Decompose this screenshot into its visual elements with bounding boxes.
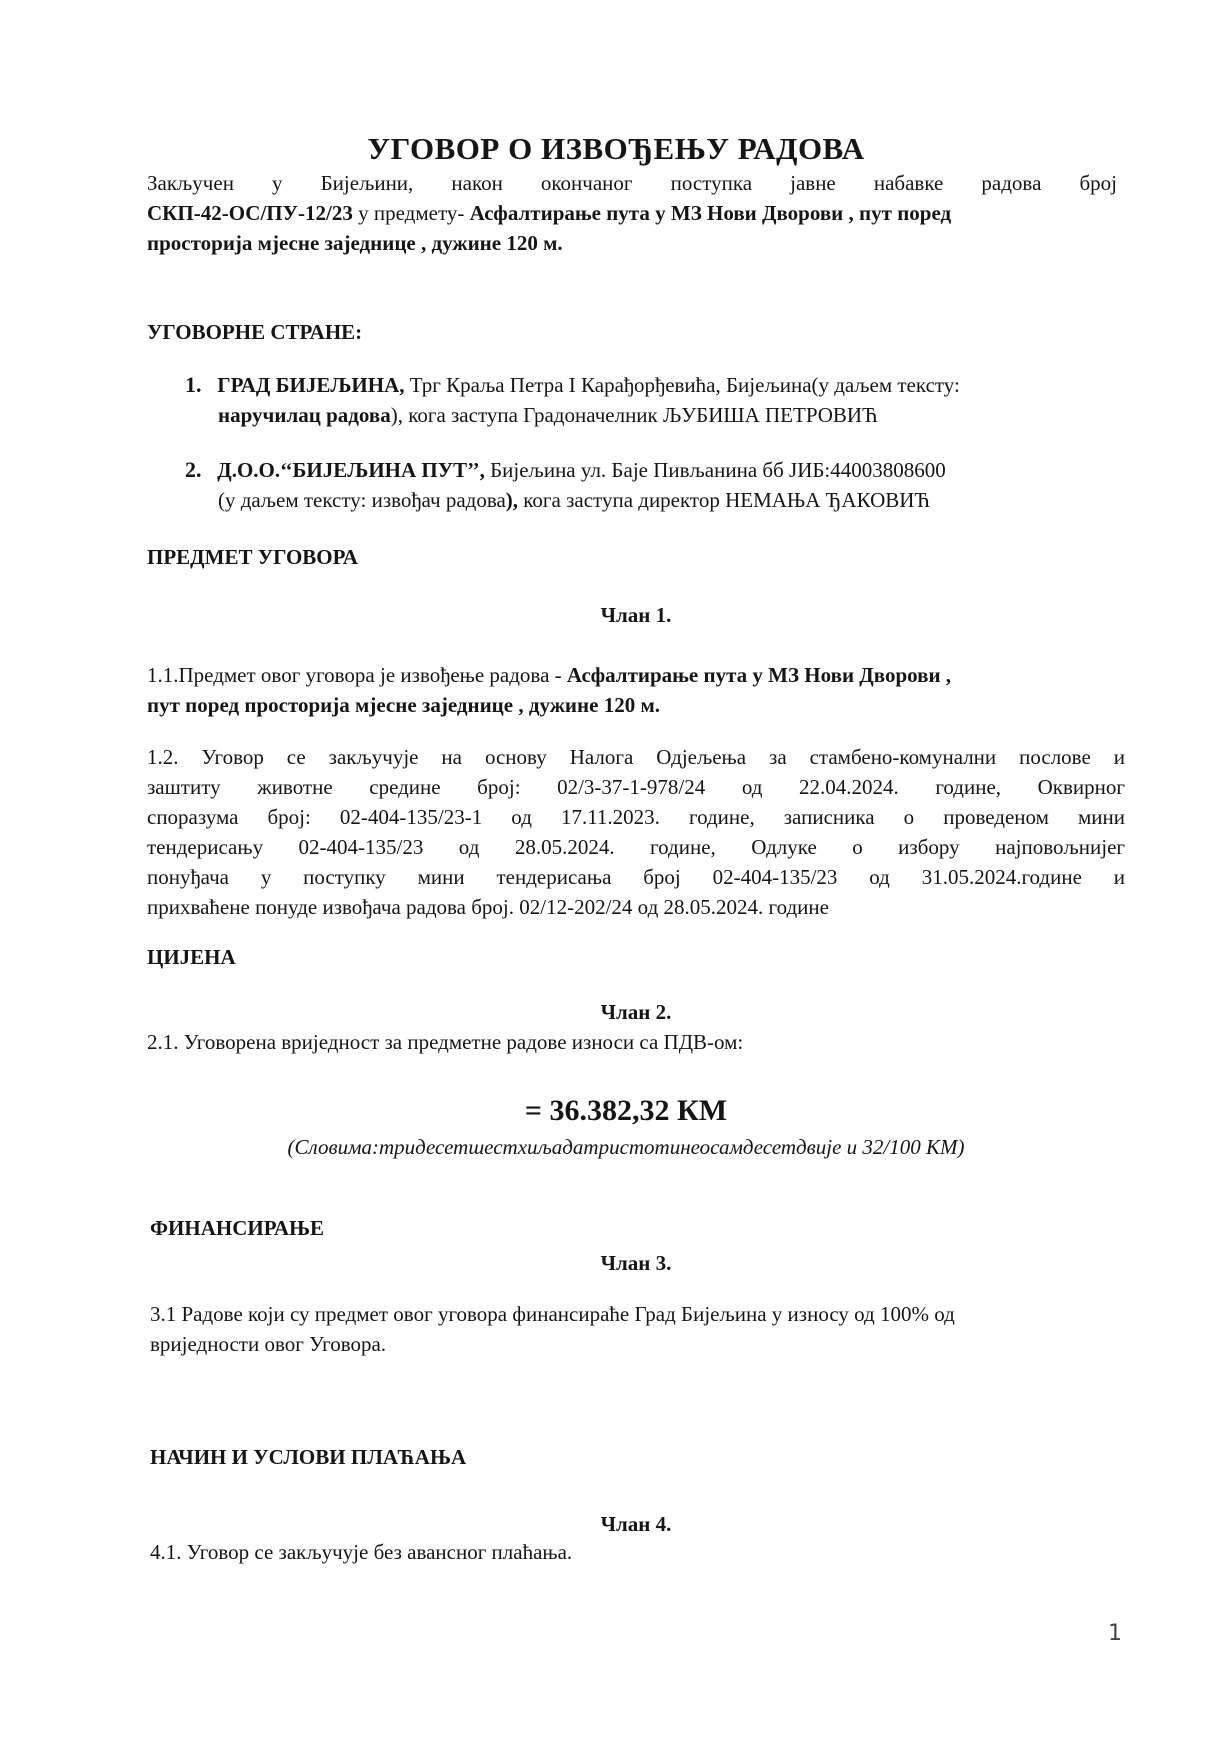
- subject-b: просторија мјесне заједнице , дужине 120 м.: [147, 231, 563, 255]
- section-price-heading: ЦИЈЕНА: [147, 945, 236, 969]
- clause-3-1: 3.1 Радове који су предмет овог уговора финансираће Град Бијељина у износу од 100% од вриједности овог Уговора.: [150, 1302, 955, 1356]
- party-2-number: 2.: [185, 457, 202, 482]
- intro-line-1: Закључен у Бијељини, након окончаног поступка јавне набавке радова број: [147, 171, 1117, 195]
- parties-heading: УГОВОРНЕ СТРАНЕ:: [147, 320, 363, 344]
- article-4: Члан 4.: [600, 1512, 672, 1536]
- section-subject-heading: ПРЕДМЕТ УГОВОРА: [147, 545, 358, 569]
- clause-1-2: 1.2. Уговор се закључује на основу Налога Одјељења за стамбено-комунални послове и заштиту животне средине број: 02/3-37-1-978/24 од 22.04.2024. године, Оквирног споразума број: 02-404-135/23-1 од 17.11.2023. године, записника о проведеном мини тендерисању 02-404-135/23 од 28.05.2024. године, Одлуке о избору најповољнијег понуђача у поступку мини тендерисања број 02-404-135/23 од 31.05.2024.године и прихваћене понуде извођача радова број. 02/12-202/24 од 28.05.2024. године: [147, 745, 1125, 919]
- intro-paragraph: [147, 168, 1117, 258]
- party-1-name: ГРАД БИЈЕЉИНА,: [217, 373, 405, 397]
- party-1-role: наручилац радова: [218, 403, 391, 427]
- clause-2-1: 2.1. Уговорена вриједност за предметне радове износи са ПДВ-ом:: [147, 1030, 744, 1054]
- page-number: 1: [1108, 1621, 1122, 1646]
- document-title: УГОВОР О ИЗВОЂЕЊУ РАДОВА: [367, 131, 865, 166]
- article-2: Члан 2.: [600, 1000, 672, 1024]
- party-1-number: 1.: [185, 372, 202, 397]
- party-1: 1. ГРАД БИЈЕЉИНА, Трг Краља Петра I Карађорђевића, Бијељина(у даљем тексту: наручилац радова), кога заступа Градоначелник ЉУБИША ПЕТРОВИЋ: [185, 372, 960, 427]
- clause-4-1: 4.1. Уговор се закључује без авансног плаћања.: [150, 1540, 573, 1564]
- amount-in-words: (Словима:тридесетшестхиљадатристотинеосамдесетдвије и 32/100 КМ): [287, 1135, 965, 1159]
- contract-amount: = 36.382,32 КМ: [524, 1094, 728, 1127]
- party-2-name: Д.О.О.‘‘БИЈЕЉИНА ПУТ’’,: [217, 458, 485, 482]
- article-3: Члан 3.: [600, 1251, 672, 1275]
- section-payment-heading: НАЧИН И УСЛОВИ ПЛАЋАЊА: [150, 1445, 467, 1469]
- procurement-number: СКП-42-ОС/ПУ-12/23: [147, 201, 353, 225]
- subject-a: Асфалтирање пута у МЗ Нови Дворови , пут поред: [469, 201, 952, 225]
- clause-1-1: 1.1.Предмет овог уговора је извођење радова - Асфалтирање пута у МЗ Нови Дворови , пут поред просторија мјесне заједнице , дужине 120 м.: [147, 663, 952, 717]
- section-financing-heading: ФИНАНСИРАЊЕ: [150, 1216, 325, 1240]
- article-1: Члан 1.: [600, 603, 672, 627]
- intro-line-2: СКП-42-ОС/ПУ-12/23 у предмету- Асфалтирање пута у МЗ Нови Дворови , пут поред: [147, 201, 952, 225]
- party-2: 2. Д.О.О.‘‘БИЈЕЉИНА ПУТ’’, Бијељина ул. Баје Пивљанина бб ЈИБ:44003808600 (у даљем тексту: извођач радова), кога заступа директор НЕМАЊА ЂАКОВИЋ: [185, 457, 946, 512]
